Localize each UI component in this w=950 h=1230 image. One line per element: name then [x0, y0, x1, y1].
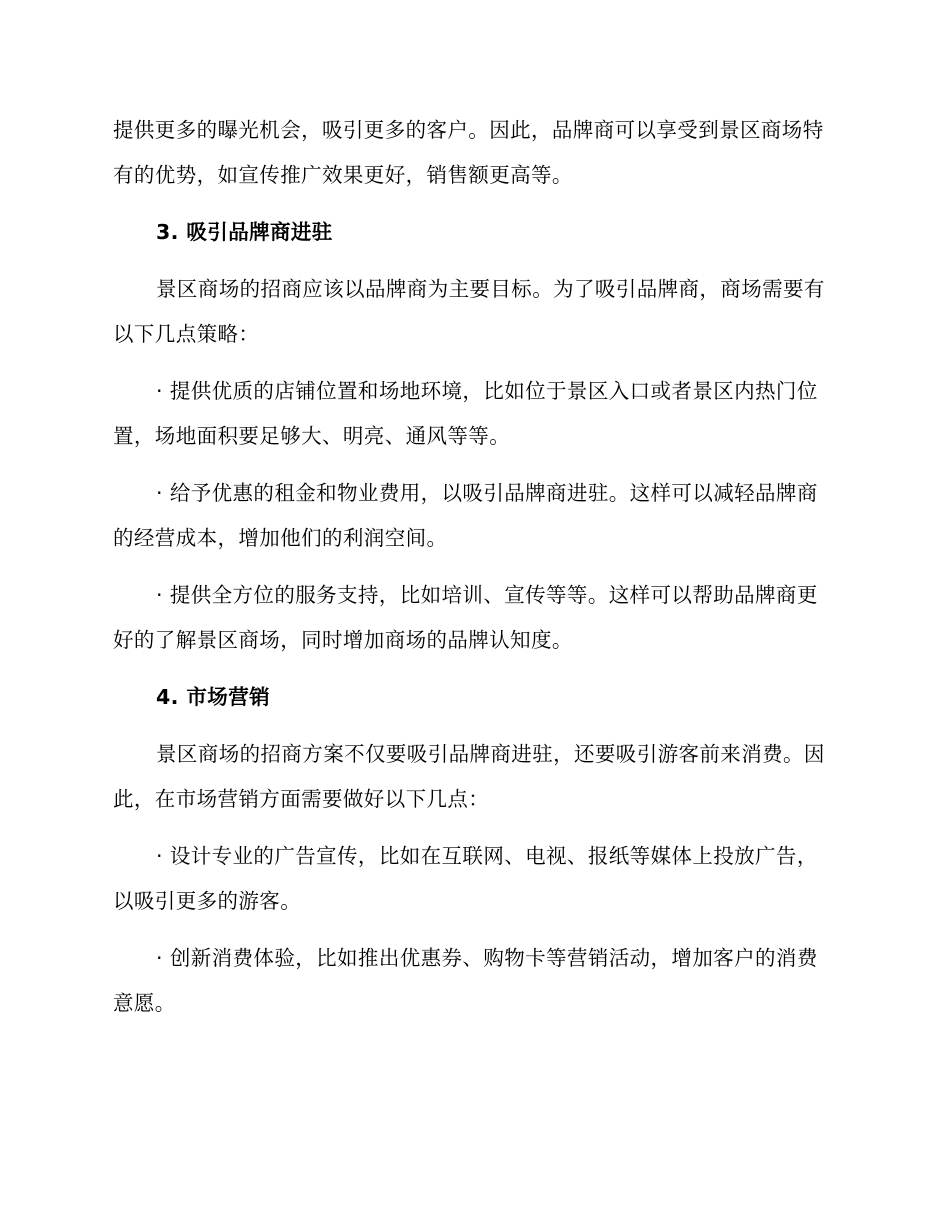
bullet-store-location: · 提供优质的店铺位置和场地环境，比如位于景区入口或者景区内热门位置，场地面积要足够大、明亮、通风等等。	[113, 379, 818, 448]
paragraph-exposure: 提供更多的曝光机会，吸引更多的客户。因此，品牌商可以享受到景区商场特有的优势，如宣传推广效果更好，销售额更高等。	[113, 118, 824, 187]
bullet-rent-discount: · 给予优惠的租金和物业费用，以吸引品牌商进驻。这样可以减轻品牌商的经营成本，增加他们的利润空间。	[113, 481, 818, 550]
spacer	[113, 663, 838, 675]
paragraph-marketing-intro: 景区商场的招商方案不仅要吸引品牌商进驻，还要吸引游客前来消费。因此，在市场营销方面需要做好以下几点：	[113, 742, 825, 811]
spacer	[113, 720, 838, 732]
bullet-advertising: · 设计专业的广告宣传，比如在互联网、电视、报纸等媒体上投放广告，以吸引更多的游客。	[113, 844, 818, 913]
spacer	[113, 822, 838, 834]
bullet-service-support: · 提供全方位的服务支持，比如培训、宣传等等。这样可以帮助品牌商更好的了解景区商场，同时增加商场的品牌认知度。	[113, 583, 818, 652]
bullet-consumer-experience: · 创新消费体验，比如推出优惠券、购物卡等营销活动，增加客户的消费意愿。	[113, 946, 818, 1015]
spacer	[113, 924, 838, 936]
spacer	[113, 357, 838, 369]
section-heading-attract-brands: 3. 吸引品牌商进驻	[156, 220, 333, 244]
paragraph-brand-strategy-intro: 景区商场的招商应该以品牌商为主要目标。为了吸引品牌商，商场需要有以下几点策略：	[113, 277, 825, 346]
document-body	[113, 108, 838, 1026]
section-heading-marketing: 4. 市场营销	[156, 685, 270, 709]
spacer	[113, 255, 838, 267]
spacer	[113, 198, 838, 210]
spacer	[113, 459, 838, 471]
spacer	[113, 561, 838, 573]
